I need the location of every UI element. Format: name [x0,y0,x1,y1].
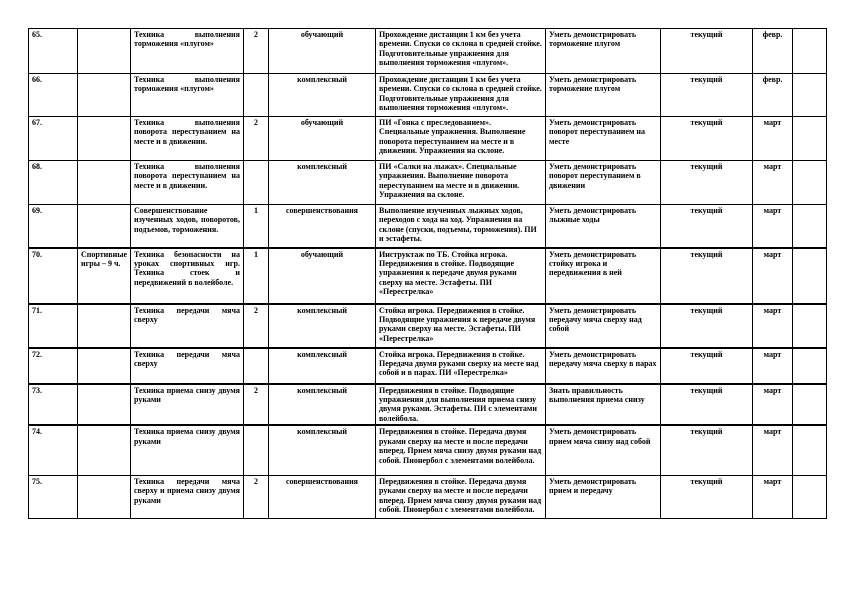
cell-hours-count: 2 [244,304,269,348]
cell-row-number: 65. [29,29,78,74]
cell-lesson-topic: Техника выполнения поворота переступанием на месте и в движении. [131,117,244,161]
cell-content-elements: Стойка игрока. Передвижения в стойке. Передача двумя руками сверху на месте над собой и в парах. ПИ «Перестрелка» [376,348,546,384]
cell-notes [793,74,827,117]
cell-content-elements: Передвижения в стойке. Передача двумя руками сверху на месте и после передачи вперед. Прием мяча снизу двумя руками над собой. Пионербол с элементами волейбола. [376,425,546,475]
cell-month: март [753,384,793,426]
cell-hours-count: 1 [244,248,269,304]
cell-lesson-topic: Техника выполнения поворота переступанием на месте и в движении. [131,161,244,205]
cell-control-type: текущий [661,248,753,304]
cell-content-elements: Инструктаж по ТБ. Стойка игрока. Передвижения в стойке. Подводящие упражнения к передаче двумя руками сверху на месте. Эстафеты. ПИ «Перестрелка» [376,248,546,304]
cell-student-requirements: Уметь демонстрировать передачу мяча сверху в парах [546,348,661,384]
cell-content-elements: ПИ «Гонка с преследованием». Специальные упражнения. Выполнение поворота переступанием на месте и в движении. Упражнения на склоне. [376,117,546,161]
cell-control-type: текущий [661,348,753,384]
cell-month: март [753,425,793,475]
cell-section [78,304,131,348]
cell-section [78,475,131,518]
cell-lesson-topic: Совершенствование изученных ходов, поворотов, подъемов, торможения. [131,205,244,248]
cell-lesson-topic: Техника выполнения торможения «плугом» [131,74,244,117]
cell-month: февр. [753,74,793,117]
table-row [29,304,827,348]
cell-content-elements: ПИ «Салки на лыжах». Специальные упражнения. Выполнение поворота переступанием на месте и в движении. Упражнения на склоне. [376,161,546,205]
cell-lesson-type: совершенствования [269,205,376,248]
cell-lesson-type: комплексный [269,74,376,117]
cell-hours-count: 2 [244,117,269,161]
table-row [29,117,827,161]
cell-student-requirements: Знать правильность выполнения приема снизу [546,384,661,426]
cell-hours-count: 2 [244,384,269,426]
scanned-page [28,28,826,519]
cell-month: март [753,304,793,348]
table-row [29,248,827,304]
cell-control-type: текущий [661,74,753,117]
table-row [29,74,827,117]
cell-month: март [753,248,793,304]
cell-student-requirements: Уметь демонстрировать лыжные ходы [546,205,661,248]
cell-hours-count: 2 [244,29,269,74]
cell-section [78,384,131,426]
cell-lesson-type: комплексный [269,425,376,475]
cell-control-type: текущий [661,205,753,248]
cell-section [78,161,131,205]
cell-section [78,29,131,74]
cell-control-type: текущий [661,425,753,475]
cell-student-requirements: Уметь демонстрировать поворот переступанием на месте [546,117,661,161]
cell-control-type: текущий [661,304,753,348]
cell-row-number: 69. [29,205,78,248]
cell-student-requirements: Уметь демонстрировать торможение плугом [546,74,661,117]
cell-content-elements: Передвижения в стойке. Подводящие упражнения для выполнения приема снизу двумя руками. Эстафеты. ПИ с элементами волейбола. [376,384,546,426]
cell-row-number: 67. [29,117,78,161]
cell-student-requirements: Уметь демонстрировать стойку игрока и передвижения в ней [546,248,661,304]
cell-notes [793,117,827,161]
cell-lesson-type: обучающий [269,29,376,74]
cell-row-number: 70. [29,248,78,304]
cell-control-type: текущий [661,161,753,205]
cell-section: Спортивные игры – 9 ч. [78,248,131,304]
cell-student-requirements: Уметь демонстрировать торможение плугом [546,29,661,74]
cell-month: март [753,205,793,248]
cell-section [78,425,131,475]
table-body [29,29,827,519]
cell-lesson-type: комплексный [269,161,376,205]
cell-lesson-type: комплексный [269,384,376,426]
cell-control-type: текущий [661,29,753,74]
cell-section [78,117,131,161]
table-row [29,161,827,205]
cell-hours-count [244,425,269,475]
cell-lesson-type: совершенствования [269,475,376,518]
cell-row-number: 73. [29,384,78,426]
table-row [29,348,827,384]
cell-notes [793,29,827,74]
cell-lesson-type: обучающий [269,117,376,161]
cell-row-number: 66. [29,74,78,117]
cell-lesson-topic: Техника передачи мяча сверху [131,304,244,348]
cell-month: март [753,475,793,518]
cell-notes [793,475,827,518]
table-row [29,205,827,248]
cell-control-type: текущий [661,475,753,518]
cell-student-requirements: Уметь демонстрировать поворот переступанием в движении [546,161,661,205]
table-row [29,475,827,518]
cell-student-requirements: Уметь демонстрировать передачу мяча сверху над собой [546,304,661,348]
cell-lesson-topic: Техника передачи мяча сверху [131,348,244,384]
cell-lesson-topic: Техника выполнения торможения «плугом» [131,29,244,74]
cell-lesson-type: обучающий [269,248,376,304]
cell-lesson-topic: Техника приема снизу двумя руками [131,425,244,475]
cell-content-elements: Прохождение дистанции 1 км без учета времени. Спуски со склона в средней стойке. Подготовительные упражнения для выполнения торможения «плугом». [376,74,546,117]
cell-hours-count [244,161,269,205]
cell-section [78,74,131,117]
cell-row-number: 75. [29,475,78,518]
cell-hours-count: 2 [244,475,269,518]
cell-notes [793,425,827,475]
cell-row-number: 74. [29,425,78,475]
cell-student-requirements: Уметь демонстрировать прием и передачу [546,475,661,518]
cell-notes [793,248,827,304]
cell-row-number: 71. [29,304,78,348]
cell-row-number: 68. [29,161,78,205]
cell-month: март [753,117,793,161]
cell-lesson-topic: Техника передачи мяча сверху и приема снизу двумя руками [131,475,244,518]
cell-content-elements: Передвижения в стойке. Передача двумя руками сверху на месте и после передачи вперед. Прием мяча снизу двумя руками над собой. Пионербол с элементами волейбола. [376,475,546,518]
cell-section [78,205,131,248]
table-row [29,384,827,426]
lesson-plan-table [28,28,827,519]
cell-content-elements: Стойка игрока. Передвижения в стойке. Подводящие упражнения к передаче двумя руками сверху на месте. Эстафеты. ПИ «Перестрелка» [376,304,546,348]
cell-row-number: 72. [29,348,78,384]
cell-hours-count [244,348,269,384]
cell-section [78,348,131,384]
cell-month: март [753,348,793,384]
cell-content-elements: Прохождение дистанции 1 км без учета времени. Спуски со склона в средней стойке. Подготовительные упражнения для выполнения торможения «плугом». [376,29,546,74]
cell-lesson-topic: Техника приема снизу двумя руками [131,384,244,426]
cell-lesson-type: комплексный [269,304,376,348]
cell-notes [793,384,827,426]
cell-notes [793,205,827,248]
cell-control-type: текущий [661,384,753,426]
table-row [29,29,827,74]
cell-student-requirements: Уметь демонстрировать прием мяча снизу над собой [546,425,661,475]
cell-lesson-topic: Техника безопасности на уроках спортивных игр. Техника стоек и передвижений в волейболе. [131,248,244,304]
cell-month: февр. [753,29,793,74]
cell-notes [793,348,827,384]
cell-hours-count: 1 [244,205,269,248]
cell-notes [793,304,827,348]
cell-control-type: текущий [661,117,753,161]
cell-content-elements: Выполнение изученных лыжных ходов, переходов с хода на ход. Упражнения на склоне (спуски, подъемы, торможения). ПИ и эстафеты. [376,205,546,248]
cell-month: март [753,161,793,205]
cell-notes [793,161,827,205]
cell-lesson-type: комплексный [269,348,376,384]
cell-hours-count [244,74,269,117]
table-row [29,425,827,475]
